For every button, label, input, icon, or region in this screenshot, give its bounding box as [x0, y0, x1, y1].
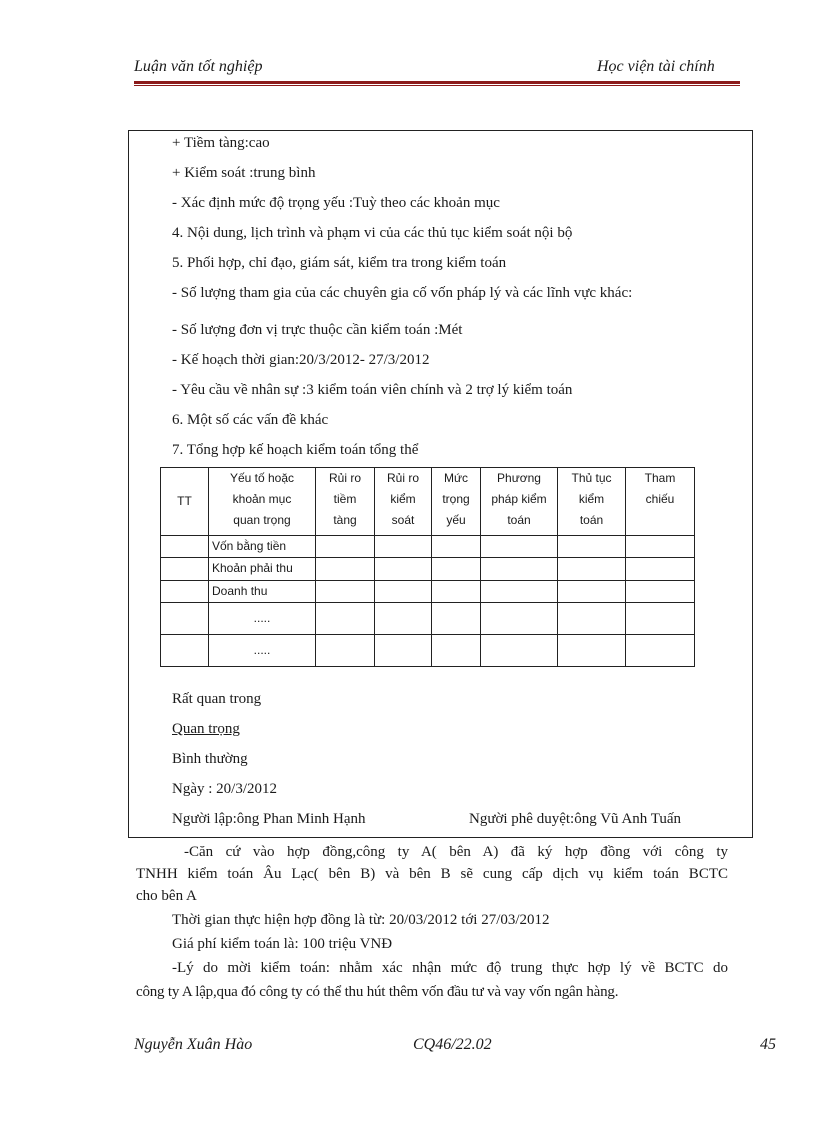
plan-line: 7. Tổng hợp kế hoạch kiểm toán tổng thể	[172, 442, 419, 458]
plan-line: 5. Phối hợp, chỉ đạo, giám sát, kiểm tra trong kiểm toán	[172, 255, 507, 271]
contract-paragraph-line: -Căn cứ vào hợp đồng,công ty A( bên A) đã ký hợp đồng với công ty	[184, 844, 728, 860]
plan-line: - Xác định mức độ trọng yếu :Tuỳ theo các khoản mục	[172, 195, 500, 211]
table-row	[161, 536, 695, 558]
header-thesis-title: Luận văn tốt nghiệp	[134, 58, 263, 75]
col-header-item: Yếu tố hoặc khoản mục quan trọng	[209, 468, 316, 536]
plan-line: + Tiềm tàng:cao	[172, 135, 270, 151]
preparer: Người lập:ông Phan Minh Hạnh	[172, 811, 366, 827]
reason-paragraph-line: -Lý do mời kiểm toán: nhằm xác nhận mức độ trung thực hợp lý về BCTC do	[172, 960, 728, 976]
reason-paragraph-line: công ty A lập,qua đó công ty có thể thu hút thêm vốn đầu tư và vay vốn ngân hàng.	[136, 984, 619, 1000]
plan-line: - Số lượng tham gia của các chuyên gia cố vốn pháp lý và các lĩnh vực khác:	[172, 285, 633, 301]
header-rule	[134, 81, 740, 84]
table-cell-item: .....	[209, 634, 316, 666]
col-header-control-risk: Rủi ro kiểm soát	[375, 468, 432, 536]
legend-important: Quan trọng	[172, 721, 240, 737]
contract-paragraph-line: cho bên A	[136, 888, 197, 904]
legend-very-important: Rất quan trong	[172, 691, 262, 707]
contract-paragraph-line: TNHH kiểm toán Âu Lạc( bên B) và bên B sẽ cung cấp dịch vụ kiểm toán BCTC	[136, 866, 728, 882]
plan-line: - Số lượng đơn vị trực thuộc cần kiểm toán :Mét	[172, 322, 463, 338]
col-header-procedure: Thủ tục kiểm toán	[558, 468, 626, 536]
table-cell-item: .....	[209, 602, 316, 634]
table-cell-item: Doanh thu	[209, 580, 316, 602]
contract-time: Thời gian thực hiện hợp đồng là từ: 20/03/2012 tới 27/03/2012	[172, 912, 550, 928]
table-row	[161, 580, 695, 602]
table-row	[161, 634, 695, 666]
plan-line: + Kiểm soát :trung bình	[172, 165, 316, 181]
footer-author: Nguyễn Xuân Hào	[134, 1036, 253, 1053]
table-row	[161, 558, 695, 580]
approver: Người phê duyệt:ông Vũ Anh Tuấn	[469, 811, 682, 827]
table-header-row	[161, 468, 695, 536]
table-row	[161, 602, 695, 634]
table-cell-item: Khoản phải thu	[209, 558, 316, 580]
col-header-method: Phương pháp kiểm toán	[481, 468, 558, 536]
legend-normal: Bình thường	[172, 751, 248, 767]
audit-fee: Giá phí kiểm toán là: 100 triệu VNĐ	[172, 936, 393, 952]
page-number: 45	[760, 1036, 776, 1053]
col-header-inherent-risk: Rủi ro tiềm tàng	[316, 468, 375, 536]
footer-class: CQ46/22.02	[413, 1036, 492, 1053]
plan-date: Ngày : 20/3/2012	[172, 781, 277, 797]
header-school-name: Học viện tài chính	[597, 58, 715, 75]
col-header-reference: Tham chiếu	[626, 468, 695, 536]
col-header-materiality: Mức trọng yếu	[432, 468, 481, 536]
plan-line: - Kế hoạch thời gian:20/3/2012- 27/3/2012	[172, 352, 430, 368]
col-header-tt: TT	[161, 468, 209, 536]
header-rule-thin	[134, 85, 740, 86]
plan-line: 4. Nội dung, lịch trình và phạm vi của các thủ tục kiểm soát nội bộ	[172, 225, 573, 241]
plan-line: 6. Một số các vấn đề khác	[172, 412, 329, 428]
plan-line: - Yêu cầu về nhân sự :3 kiểm toán viên chính và 2 trợ lý kiểm toán	[172, 382, 573, 398]
audit-plan-table	[160, 467, 695, 667]
table-cell-item: Vốn bằng tiền	[209, 536, 316, 558]
